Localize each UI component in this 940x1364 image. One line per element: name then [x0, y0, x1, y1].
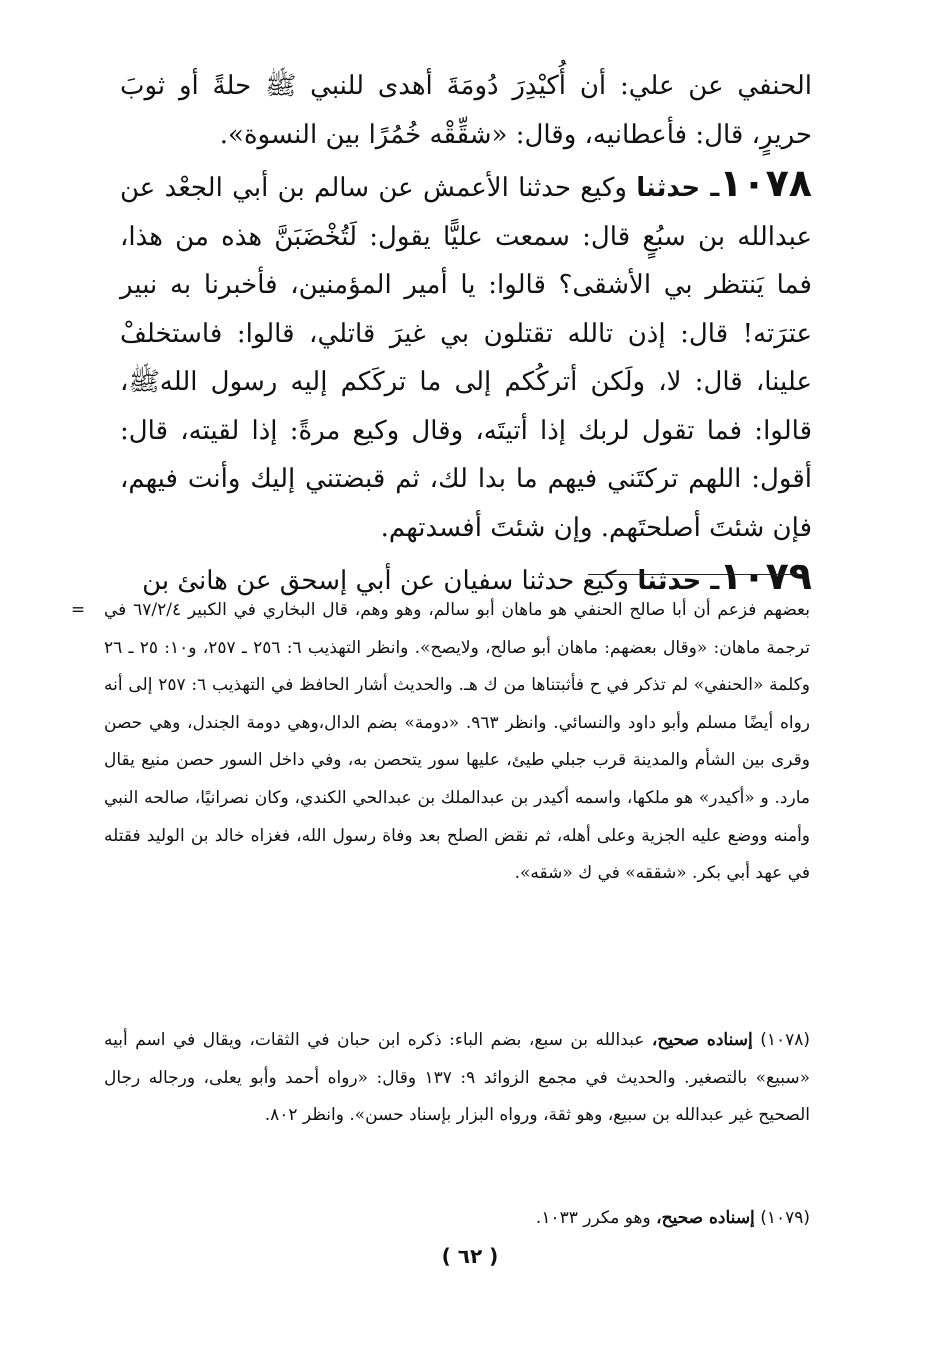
- main-text: [120, 62, 812, 606]
- footnote-continuation: [70, 592, 811, 893]
- hadith-text: وكيع حدثنا سفيان عن أبي إسحق عن هانئ بن: [142, 566, 638, 596]
- footnote-1078: [104, 1022, 810, 1135]
- page-number: ( ٦٢ ): [441, 1244, 499, 1268]
- hadith-lead: ـ حدثنا: [637, 566, 720, 596]
- footnote-text: وهو مكرر ١٠٣٣.: [535, 1208, 657, 1228]
- footnote-lead: إسناده صحيح،: [651, 1030, 753, 1050]
- hadith-1078: [120, 159, 812, 552]
- footnote-text: عبدالله بن سبع، بضم الباء: ذكره ابن حبان في الثقات، ويقال في اسم أبيه «سبيع» بالتصغير. والحديث في مجمع الزوائد ٩: ١٣٧ وقال: «رواه أحمد وأبو يعلى، ورجاله رجال الصحيح غير عبدالله بن سبيع، وهو ثقة، ورواه البزار بإسناد حسن». وانظر ٨٠٢.: [104, 1030, 810, 1126]
- hadith-text: وكيع حدثنا الأعمش عن سالم بن أبي الجعْد عن عبدالله بن سبُعٍ قال: سمعت عليًّا يقول: لَتُخْضَبَنَّ هذه من هذا، فما يَنتظر بي الأشقى؟ قالوا: يا أمير المؤمنين، فأخبرنا به نبير عترَته! قال: إذن تالله تقتلون بي غيرَ قاتلي، قالوا: فاستخلفْ علينا، قال: لا، ولَكن أتركُكم إلى ما تركَكم إليه رسول اللهﷺ، قالوا: فما تقول لربك إذا أتيتَه، وقال وكيع مرةً: إذا لقيته، قال: أقول: اللهم تركتَني فيهم ما بدا لك، ثم قبضتني إليك وأنت فيهم، فإن شئتَ أصلحتَهم. وإن شئتَ أفسدتهم.: [120, 173, 812, 543]
- hadith-number: ١٠٧٨: [719, 161, 812, 205]
- footnote-number: (١٠٧٨): [760, 1030, 810, 1050]
- footnote-text: بعضهم فزعم أن أبا صالح الحنفي هو ماهان أبو سالم، وهو وهم، قال البخاري في الكبير ٦٧/٢/٤ في ترجمة ماهان: «وقال بعضهم: ماهان أبو صالح، ولايصح». وانظر التهذيب ٦: ٢٥٦ ـ ٢٥٧، و١٠: ٢٥ ـ ٢٦ وكلمة «الحنفي» لم تذكر في ح فأثبتناها من ك هـ. والحديث أشار الحافظ في التهذيب ٦: ٢٥٧ إلى أنه رواه أيضًا مسلم وأبو داود والنسائي. وانظر ٩٦٣. «دومة» بضم الدال،وهي دومة الجندل، وهي حصن وقرى بين الشأم والمدينة قرب جبلي طيئ، عليها سور يتحصن به، وفي داخل السور حصن منيع يقال مارد. و «أكيدر» هو ملكها، واسمه أكيدر بن عبدالملك بن عبدالحي الكندي، وكان نصرانيًا، صالحه النبي وأمنه ووضع عليه الجزية وعلى أهله، ثم نقض الصلح بعد وفاة رسول الله، فغزاه خالد بن الوليد فقتله في عهد أبي بكر. «شققه» في ك «شقه».: [104, 600, 811, 884]
- footnote-number: (١٠٧٩): [760, 1208, 810, 1228]
- hadith-lead: ـ حدثنا: [636, 173, 720, 203]
- footnote-divider: [588, 574, 804, 575]
- footnote-lead: إسناده صحيح،: [656, 1208, 755, 1228]
- hadith-number: ١٠٧٩: [719, 554, 812, 598]
- continuation-mark: =: [70, 600, 86, 620]
- footnote-1079: [104, 1200, 810, 1238]
- intro-paragraph: الحنفي عن علي: أن أُكيْدِرَ دُومَةَ أهدى للنبي ﷺ حلةً أو ثوبَ حريرٍ، قال: فأعطانيه، وقال: «شقِّقْه خُمُرًا بين النسوة».: [120, 71, 813, 150]
